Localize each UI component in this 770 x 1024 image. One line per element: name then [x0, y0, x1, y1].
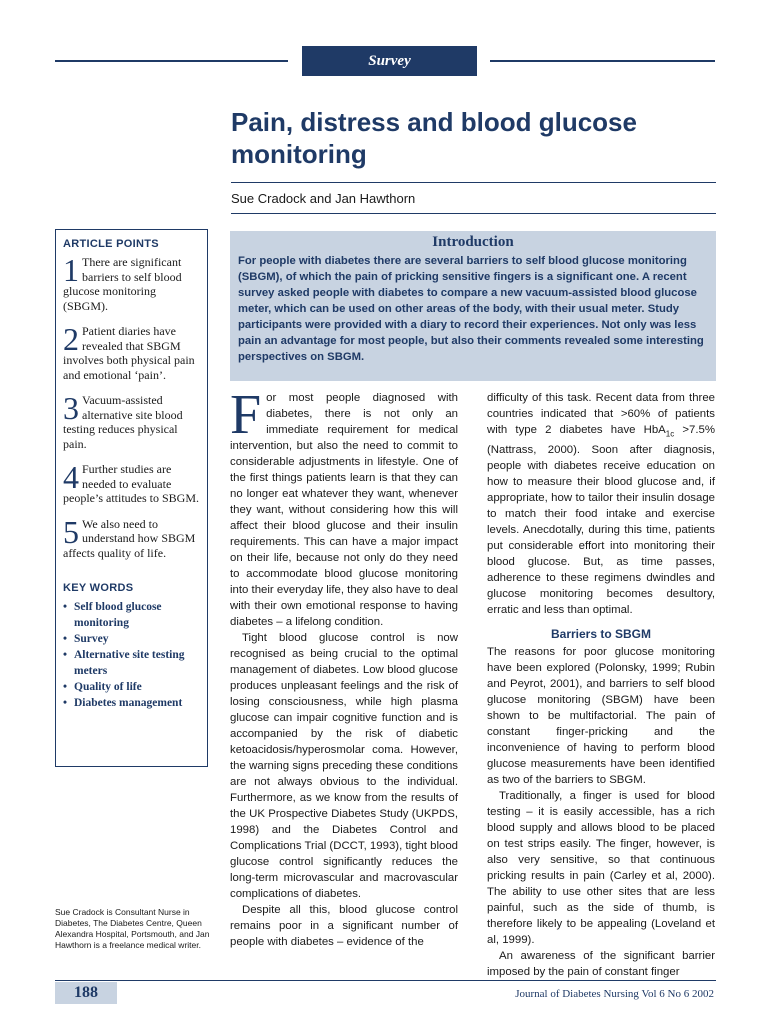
keywords-heading: KEY WORDS — [63, 582, 134, 594]
body-paragraph — [230, 384, 458, 630]
authors-rule — [231, 213, 716, 214]
article-point — [63, 252, 200, 313]
point-number: 5 — [63, 513, 79, 550]
header-rule-right — [490, 60, 715, 62]
body-column-2 — [487, 390, 715, 980]
keyword-item: • Self blood glucose monitoring — [63, 599, 200, 631]
article-point — [63, 321, 200, 382]
point-text: Vacuum-assisted alternative site blood testing reduces physical pain. — [63, 393, 183, 451]
point-text: Further studies are needed to evaluate people’s attitudes to SBGM. — [63, 462, 199, 505]
body-paragraph: The reasons for poor glucose monitoring have been explored (Polonsky, 1999; Rubin and Peyrot, 2001), and barriers to self blood glucose monitoring (SBGM) have been shown to be multifactorial. The pain of constant finger-pricking and the inconvenience of having to perform blood glucose measurements have been identified as two of the barriers to SBGM. — [487, 646, 715, 787]
body-paragraph: An awareness of the significant barrier imposed by the pain of constant finger — [487, 950, 715, 979]
body-column-1 — [230, 384, 458, 950]
article-point — [63, 390, 200, 451]
keyword-item: • Quality of life — [63, 679, 200, 695]
article-title: Pain, distress and blood glucose monitoring — [231, 107, 637, 169]
subscript: 1c — [665, 429, 675, 439]
drop-cap: F — [230, 384, 262, 446]
keyword-item: • Diabetes management — [63, 695, 200, 711]
body-paragraph: Tight blood glucose control is now recognised as being crucial to the optimal management of diabetes. Low blood glucose produces unpleasant feelings and the risk of losing consciousness, while high plasma glucose can impair cognitive function and is accompanied by the risk of diabetic ketoacidosis/hyperosmolar coma. However, the warning signs preceding these conditions are not always obvious to the individual. Furthermore, as we know from the results of the UK Prospective Diabetes Study (UKPDS, 1998) and the Diabetes Control and Complications Trial (DCCT, 1993), tight blood glucose control significantly reduces the long-term microvascular and macrovascular complications of diabetes. — [230, 632, 458, 900]
title-rule — [231, 182, 716, 183]
keyword-item: • Alternative site testing meters — [63, 647, 200, 679]
paragraph-text: or most people diagnosed with diabetes, there is not only an immediate requirement for medical intervention, but also the need to commit to considerable adjustments in lifestyle. One of the first things patients learn is that they can no longer eat whatever they want, whenever they want, without considering how this will affect their blood glucose and their insulin requirements. This can have a major impact on their life, because not only do they need to accommodate blood glucose monitoring into their everyday life, they also have to deal with their own emotional response to having diabetes – a lifelong condition. — [230, 392, 458, 628]
author-affiliation: Sue Cradock is Consultant Nurse in Diabetes, The Diabetes Centre, Queen Alexandra Hospital, Portsmouth, and Jan Hawthorn is a freelance medical writer. — [55, 907, 210, 950]
article-point — [63, 459, 200, 506]
introduction-heading: Introduction — [432, 234, 514, 250]
point-text: Patient diaries have revealed that SBGM involves both physical pain and emotional ‘pain’. — [63, 324, 195, 382]
body-paragraph: Traditionally, a finger is used for blood testing – it is easily accessible, has a rich blood supply and allows blood to be placed on test strips easily. The finger, however, is also very sensitive, so that continuous pricking results in pain (Carley et al, 2000). The ability to use other sites that are less painful, such as the side of thumb, is therefore likely to be appealing (Loveland et al, 1999). — [487, 790, 715, 947]
article-points-heading: ARTICLE POINTS — [63, 238, 159, 250]
article-authors: Sue Cradock and Jan Hawthorn — [231, 191, 416, 206]
paragraph-text: >7.5% (Nattrass, 2000). Soon after diagnosis, people with diabetes receive education on how to measure their blood glucose and, if appropriate, how to tailor their insulin dosage to match their food intake and exercise levels. Anecdotally, during this time, patients put considerable effort into monitoring their blood glucose. But, as time passes, adherence to these regimens dwindles and glucose monitoring becomes desultory, erratic and less than optimal. — [487, 424, 715, 617]
article-point — [63, 513, 200, 561]
page-number: 188 — [55, 982, 117, 1004]
section-subheading: Barriers to SBGM — [550, 627, 652, 642]
body-paragraph: Despite all this, blood glucose control remains poor in a significant number of people with diabetes – evidence of the — [230, 904, 458, 948]
point-number: 2 — [63, 321, 79, 357]
point-text: We also need to understand how SBGM affects quality of life. — [63, 516, 196, 560]
header-rule-left — [55, 60, 288, 62]
point-number: 4 — [63, 459, 79, 495]
article-points-sidebar — [55, 229, 208, 767]
section-label: Survey — [302, 46, 477, 76]
keyword-item: • Survey — [63, 631, 200, 647]
point-number: 1 — [63, 252, 79, 288]
keywords-list — [63, 599, 200, 711]
body-paragraph — [487, 390, 715, 618]
introduction-text: For people with diabetes there are several barriers to self blood glucose monitoring (SBGM), of which the pain of pricking sensitive fingers is a significant one. A recent survey asked people with diabetes to compare a new vacuum-assisted blood glucose meter, which can be used on other areas of the body, with their usual meter. Study participants were provided with a diary to record their experiences. Not only was less pain an advantage for most people, but also their comments revealed some interesting perspectives on SBGM. — [238, 255, 704, 363]
paragraph-text: difficulty of this task. Recent data from three countries indicated that >60% of patients with type 2 diabetes have HbA — [487, 392, 715, 436]
introduction-box — [230, 231, 716, 381]
point-text: There are significant barriers to self blood glucose monitoring (SBGM). — [63, 255, 182, 313]
point-number: 3 — [63, 390, 79, 426]
journal-citation: Journal of Diabetes Nursing Vol 6 No 6 2002 — [515, 988, 714, 1000]
footer-rule — [55, 980, 716, 981]
